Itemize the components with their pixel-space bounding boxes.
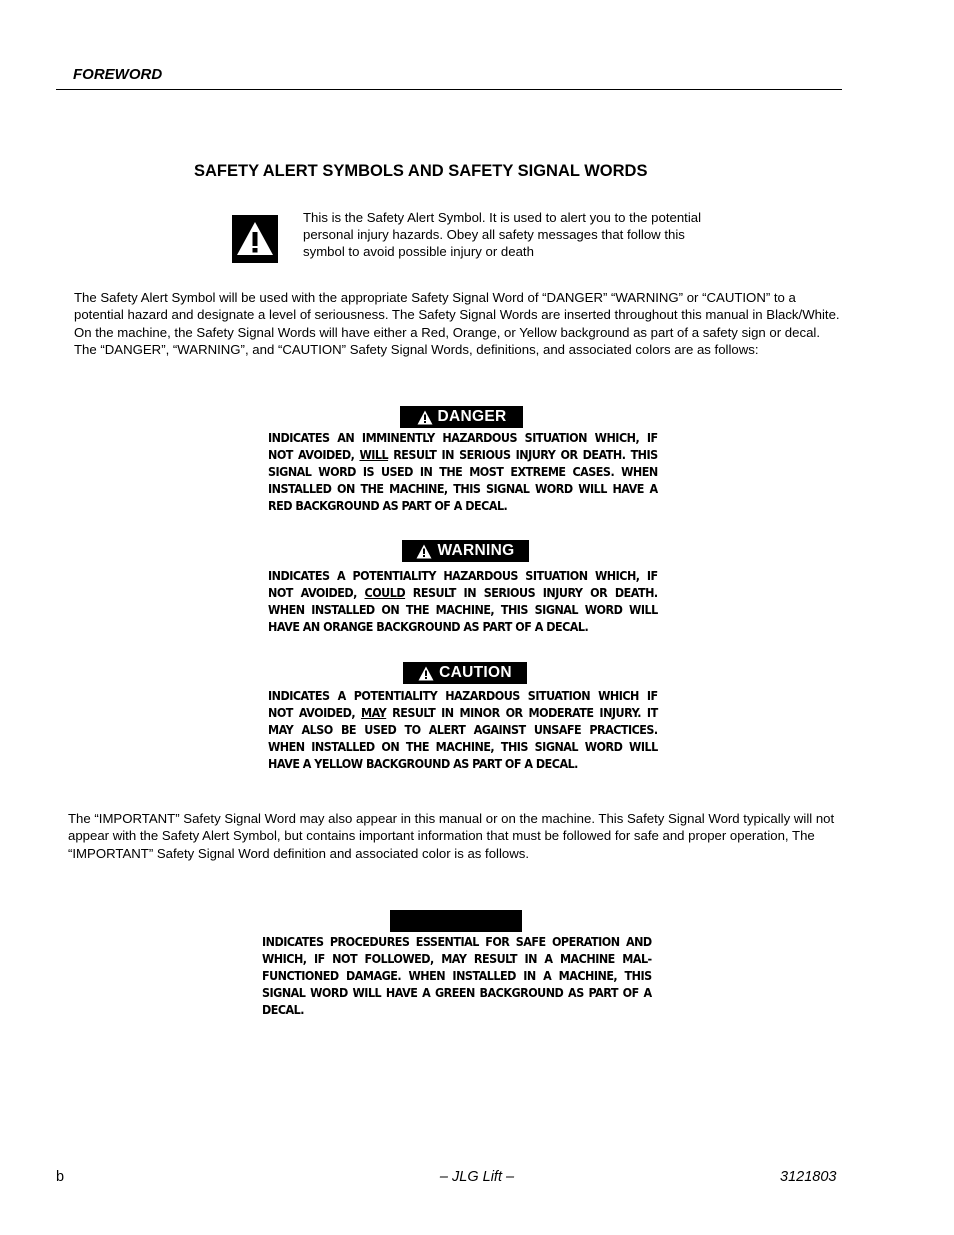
warning-triangle-icon (417, 410, 433, 425)
page-number: b (56, 1169, 65, 1185)
caution-emphasis: MAY (360, 706, 387, 721)
warning-triangle-icon (416, 544, 432, 559)
warning-label: WARNING (437, 542, 515, 559)
danger-label: DANGER (437, 408, 507, 425)
warning-triangle-icon (232, 215, 278, 263)
important-paragraph: The “IMPORTANT” Safety Signal Word may also appear in this manual or on the machine. This Safety Signal Word typically will not appear with the Safety Alert Symbol, but contains important information that must be followed for safe and proper operation, The “IMPORTANT” Safety Signal Word definition and associated color is as follows. (68, 811, 835, 861)
document-number: 3121803 (780, 1169, 837, 1185)
danger-definition: INDICATES AN IMMINENTLY HAZARDOUS SITUATION WHICH, IF NOT AVOIDED, WILL RESULT IN SERIOUS INJURY OR DEATH. THIS SIGNAL WORD IS USED IN THE MOST EXTREME CASES. WHEN INSTALLED ON THE MACHINE, THIS SIGNAL WORD WILL HAVE A RED BACKGROUND AS PART OF A DECAL. (268, 431, 658, 514)
footer-brand: – JLG Lift – (439, 1169, 515, 1185)
danger-emphasis: WILL (359, 448, 389, 463)
warning-definition: INDICATES A POTENTIALITY HAZARDOUS SITUATION WHICH, IF NOT AVOIDED, COULD RESULT IN SERIOUS INJURY OR DEATH. WHEN INSTALLED ON THE MACHINE, THIS SIGNAL WORD WILL HAVE AN ORANGE BACKGROUND AS PART OF A DECAL. (268, 569, 658, 635)
alert-symbol-description: This is the Safety Alert Symbol. It is used to alert you to the potential personal injury hazards. Obey all safety messages that follow this symbol to avoid possible injury or death (303, 210, 702, 260)
header-rule (56, 89, 842, 90)
warning-emphasis: COULD (364, 586, 406, 601)
important-signal-badge (390, 910, 522, 932)
important-definition: INDICATES PROCEDURES ESSENTIAL FOR SAFE OPERATION AND WHICH, IF NOT FOLLOWED, MAY RESULT IN A MACHINE MAL-FUNCTIONED DAMAGE. WHEN INSTALLED IN A MACHINE, THIS SIGNAL WORD WILL HAVE A GREEN BACKGROUND AS PART OF A DECAL. (262, 935, 652, 1018)
caution-signal-badge (403, 662, 527, 684)
warning-triangle-icon (418, 666, 434, 681)
caution-label: CAUTION (439, 664, 512, 681)
intro-paragraph: The Safety Alert Symbol will be used with the appropriate Safety Signal Word of “DANGER” “WARNING” or “CAUTION” to a potential hazard and designate a level of seriousness. The Safety Signal Words are inserted throughout this manual in Black/White. On the machine, the Safety Signal Words will have either a Red, Orange, or Yellow background as part of a safety sign or decal. The “DANGER”, “WARNING”, and “CAUTION” Safety Signal Words, definitions, and associated colors are as follows: (74, 290, 840, 358)
warning-signal-badge (402, 540, 529, 562)
running-header: FOREWORD (73, 66, 163, 83)
danger-signal-badge (400, 406, 523, 428)
caution-definition: INDICATES A POTENTIALITY HAZARDOUS SITUATION WHICH IF NOT AVOIDED, MAY RESULT IN MINOR OR MODERATE INJURY. IT MAY ALSO BE USED TO ALERT AGAINST UNSAFE PRACTICES. WHEN INSTALLED ON THE MACHINE, THIS SIGNAL WORD WILL HAVE A YELLOW BACKGROUND AS PART OF A DECAL. (268, 689, 658, 772)
page-title: SAFETY ALERT SYMBOLS AND SAFETY SIGNAL WORDS (194, 162, 648, 180)
